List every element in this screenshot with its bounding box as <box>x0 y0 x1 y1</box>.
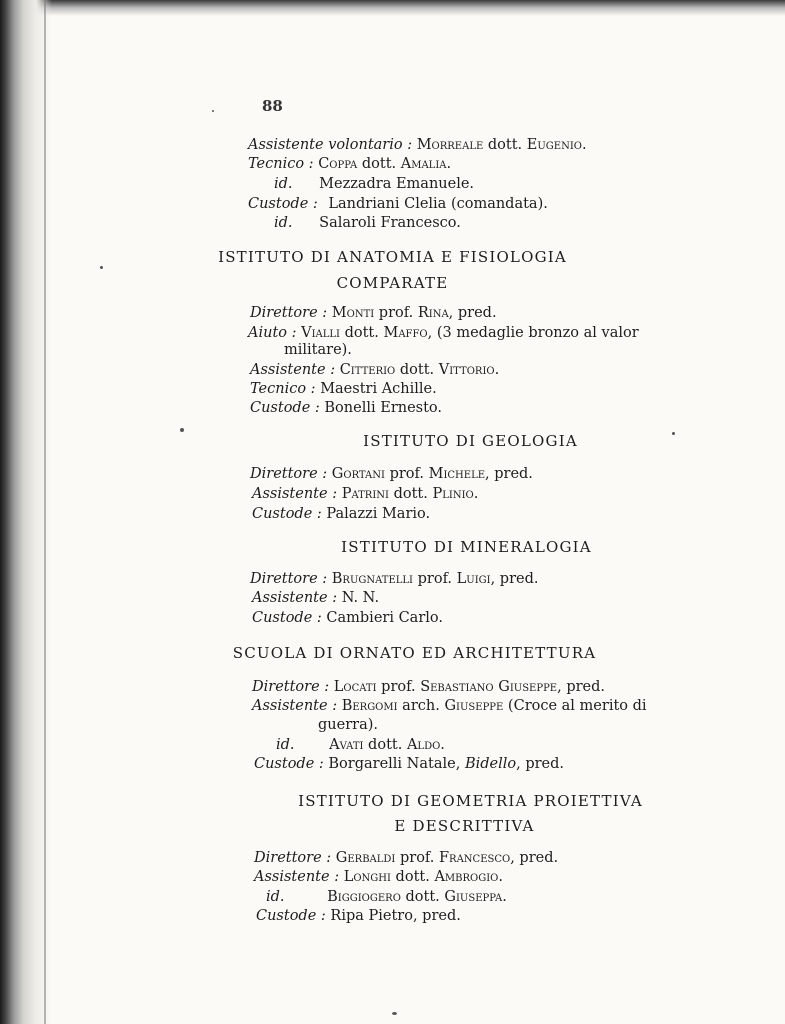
section-heading: COMPARATE <box>336 274 449 292</box>
scan-speck <box>212 110 214 112</box>
staff-entry-continuation: guerra). <box>318 717 378 733</box>
section-heading: ISTITUTO DI ANATOMIA E FISIOLOGIA <box>218 248 567 266</box>
section-heading: ISTITUTO DI GEOMETRIA PROIETTIVA <box>298 792 643 810</box>
staff-entry: Custode : Bonelli Ernesto. <box>250 400 443 416</box>
scan-speck <box>180 428 184 432</box>
staff-entry: Direttore : Brugnatelli prof. Luigi, pred. <box>250 571 539 587</box>
staff-entry: id. Salaroli Francesco. <box>274 215 461 231</box>
staff-entry: Custode : Borgarelli Natale, Bidello, pred. <box>254 756 565 772</box>
staff-entry: Assistente : Longhi dott. Ambrogio. <box>254 869 503 885</box>
page-top-edge <box>0 0 785 16</box>
staff-entry: id. Avati dott. Aldo. <box>276 737 445 753</box>
binding-fold-line <box>44 0 46 1024</box>
staff-entry: Custode : Ripa Pietro, pred. <box>256 908 461 924</box>
staff-entry: Assistente volontario : Morreale dott. Eugenio. <box>248 137 587 153</box>
section-heading: SCUOLA DI ORNATO ED ARCHITETTURA <box>232 644 597 662</box>
staff-entry: Custode : Cambieri Carlo. <box>252 610 443 626</box>
staff-entry: Direttore : Monti prof. Rina, pred. <box>250 305 497 321</box>
section-heading: ISTITUTO DI GEOLOGIA <box>363 432 578 450</box>
staff-entry: Assistente : N. N. <box>252 590 380 606</box>
staff-entry: Custode : Palazzi Mario. <box>252 506 431 522</box>
staff-entry: Assistente : Citterio dott. Vittorio. <box>250 362 500 378</box>
staff-entry: Direttore : Gerbaldi prof. Francesco, pred. <box>254 850 559 866</box>
staff-entry-continuation: militare). <box>284 342 352 358</box>
staff-entry: Custode : Landriani Clelia (comandata). <box>248 196 548 212</box>
scan-speck <box>100 266 103 269</box>
staff-entry: id. Mezzadra Emanuele. <box>274 176 475 192</box>
scan-speck <box>672 432 675 435</box>
page-number: 88 <box>262 97 283 115</box>
section-heading: ISTITUTO DI MINERALOGIA <box>341 538 592 556</box>
staff-entry: Tecnico : Coppa dott. Amalia. <box>248 156 452 172</box>
staff-entry: Direttore : Gortani prof. Michele, pred. <box>250 466 533 482</box>
staff-entry: Assistente : Bergomi arch. Giuseppe (Croce al merito di <box>252 698 647 714</box>
staff-entry: Tecnico : Maestri Achille. <box>250 381 437 397</box>
staff-entry: Assistente : Patrini dott. Plinio. <box>252 486 479 502</box>
staff-entry: id. Biggiogero dott. Giuseppa. <box>266 889 507 905</box>
staff-entry: Aiuto : Vialli dott. Maffo, (3 medaglie bronzo al valor <box>248 325 639 341</box>
scan-speck <box>392 1012 397 1015</box>
section-heading: E DESCRITTIVA <box>394 817 535 835</box>
staff-entry: Direttore : Locati prof. Sebastiano Giuseppe, pred. <box>252 679 606 695</box>
